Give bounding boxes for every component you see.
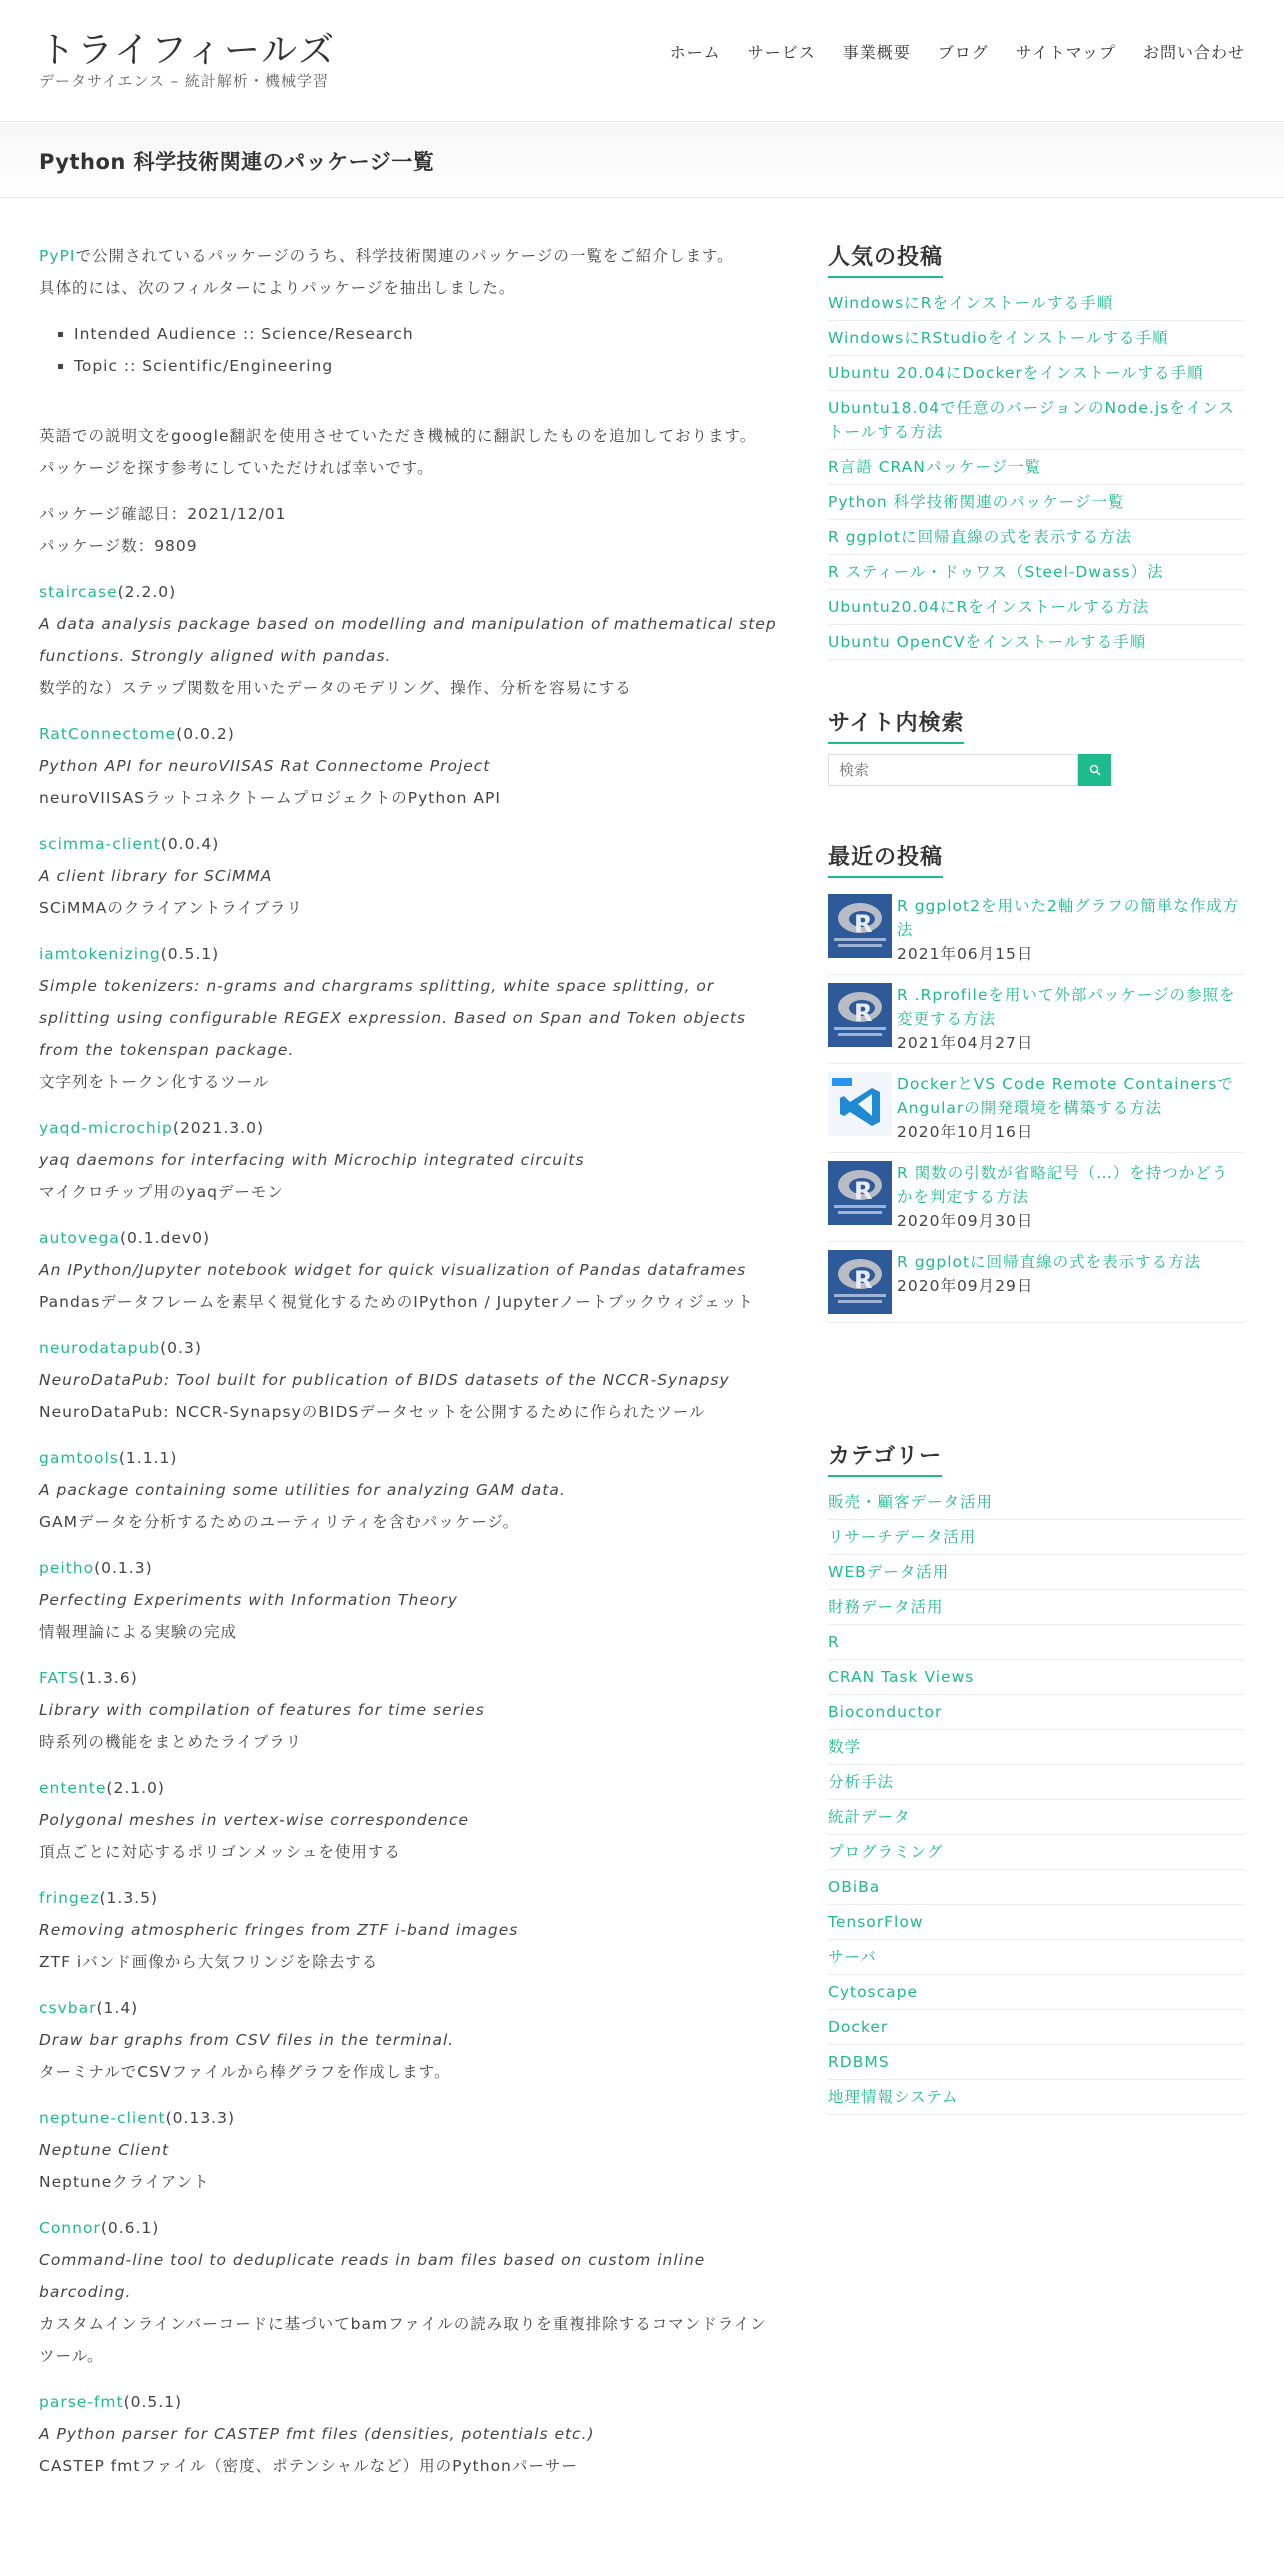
category-link[interactable]: 分析手法 bbox=[828, 1765, 1244, 1800]
package-count: パッケージ数：9809 bbox=[39, 537, 198, 555]
package-header bbox=[39, 576, 779, 608]
page-title-bar bbox=[0, 123, 1284, 198]
site-description: データサイエンス – 統計解析・機械学習 bbox=[39, 72, 329, 90]
recent-post[interactable] bbox=[828, 1064, 1244, 1153]
package-header bbox=[39, 1992, 779, 2024]
filter-list bbox=[74, 318, 779, 382]
package-description-ja: 時系列の機能をまとめたライブラリ bbox=[39, 1733, 303, 1751]
package-name-link[interactable]: parse-fmt bbox=[39, 2393, 124, 2411]
package-description-ja: ターミナルでCSVファイルから棒グラフを作成します。 bbox=[39, 2063, 451, 2081]
popular-post-link[interactable]: Ubuntu OpenCVをインストールする手順 bbox=[828, 625, 1244, 660]
recent-post-title[interactable]: R 関数の引数が省略記号（…）を持つかどうかを判定する方法 bbox=[897, 1164, 1229, 1206]
svg-text:R: R bbox=[854, 910, 873, 938]
category-link[interactable]: WEBデータ活用 bbox=[828, 1555, 1244, 1590]
category-title: カテゴリー bbox=[828, 1439, 942, 1477]
package-entry bbox=[39, 2386, 779, 2482]
package-header bbox=[39, 2212, 779, 2244]
category-link[interactable]: 統計データ bbox=[828, 1800, 1244, 1835]
category-link[interactable]: プログラミング bbox=[828, 1835, 1244, 1870]
package-version: (2021.3.0) bbox=[172, 1119, 265, 1137]
popular-post-link[interactable]: WindowsにRをインストールする手順 bbox=[828, 286, 1244, 321]
package-entry bbox=[39, 828, 779, 924]
package-version: (2.2.0) bbox=[117, 583, 177, 601]
popular-post-link[interactable]: Ubuntu20.04にRをインストールする方法 bbox=[828, 590, 1244, 625]
package-description-ja: GAMデータを分析するためのユーティリティを含むパッケージ。 bbox=[39, 1513, 520, 1531]
category-widget bbox=[828, 1439, 1244, 2115]
docker-vscode-icon bbox=[828, 1072, 892, 1136]
r-logo-icon bbox=[828, 983, 892, 1047]
package-header bbox=[39, 1552, 779, 1584]
package-description-ja: SCiMMAのクライアントライブラリ bbox=[39, 899, 303, 917]
main-nav bbox=[670, 40, 1245, 63]
nav-contact[interactable]: お問い合わせ bbox=[1142, 43, 1245, 62]
package-description-ja: カスタムインラインバーコードに基づいてbamファイルの読み取りを重複排除するコマンドラインツール。 bbox=[39, 2315, 767, 2365]
package-description-ja: マイクロチップ用のyaqデーモン bbox=[39, 1183, 284, 1201]
search-button[interactable] bbox=[1078, 754, 1111, 786]
search-form bbox=[828, 754, 1244, 786]
nav-sitemap[interactable]: サイトマップ bbox=[1015, 43, 1116, 62]
package-header bbox=[39, 2102, 779, 2134]
recent-post-body bbox=[897, 1072, 1244, 1144]
search-icon bbox=[1089, 764, 1101, 776]
recent-post-title[interactable]: R ggplot2を用いた2軸グラフの簡単な作成方法 bbox=[897, 897, 1240, 939]
package-version: (0.0.4) bbox=[160, 835, 220, 853]
package-entry bbox=[39, 1882, 779, 1978]
recent-post-body bbox=[897, 1161, 1244, 1233]
nav-home[interactable]: ホーム bbox=[669, 43, 721, 62]
svg-text:R: R bbox=[854, 999, 873, 1027]
package-version: (1.1.1) bbox=[118, 1449, 178, 1467]
package-name-link[interactable]: neurodatapub bbox=[39, 1339, 161, 1357]
recent-post[interactable] bbox=[828, 975, 1244, 1064]
package-entry bbox=[39, 1332, 779, 1428]
recent-post-date: 2020年10月16日 bbox=[897, 1123, 1034, 1141]
popular-post-link[interactable]: WindowsにRStudioをインストールする手順 bbox=[828, 321, 1244, 356]
package-name-link[interactable]: scimma-client bbox=[39, 835, 161, 853]
package-description: Draw bar graphs from CSV files in the terminal. bbox=[39, 2031, 455, 2049]
category-link[interactable]: CRAN Task Views bbox=[828, 1660, 1244, 1695]
recent-post[interactable] bbox=[828, 1153, 1244, 1242]
package-description: NeuroDataPub: Tool built for publication of BIDS datasets of the NCCR-Synapsy bbox=[39, 1371, 730, 1389]
package-header bbox=[39, 1442, 779, 1474]
recent-post-date: 2021年04月27日 bbox=[897, 1034, 1034, 1052]
recent-post-body bbox=[897, 1250, 1201, 1314]
package-description: A data analysis package based on modelling and manipulation of mathematical step functions. Strongly aligned with pandas. bbox=[39, 615, 777, 665]
category-link[interactable]: 財務データ活用 bbox=[828, 1590, 1244, 1625]
recent-post-date: 2021年06月15日 bbox=[897, 945, 1034, 963]
package-name-link[interactable]: neptune-client bbox=[39, 2109, 166, 2127]
category-link[interactable]: Cytoscape bbox=[828, 1975, 1244, 2010]
package-description: Removing atmospheric fringes from ZTF i-band images bbox=[39, 1921, 519, 1939]
filter-item: ▪ Intended Audience :: Science/Research bbox=[74, 318, 779, 350]
intro-line1: で公開されているパッケージのうち、科学技術関連のパッケージの一覧をご紹介します。 bbox=[75, 247, 734, 265]
note-paragraph bbox=[39, 420, 779, 484]
package-header bbox=[39, 1222, 779, 1254]
r-logo-icon bbox=[828, 894, 892, 958]
category-link[interactable]: TensorFlow bbox=[828, 1905, 1244, 1940]
category-link[interactable]: Bioconductor bbox=[828, 1695, 1244, 1730]
category-link[interactable]: OBiBa bbox=[828, 1870, 1244, 1905]
svg-text:R: R bbox=[854, 1177, 873, 1205]
popular-post-link[interactable]: R スティール・ドゥワス（Steel-Dwass）法 bbox=[828, 555, 1244, 590]
package-description-ja: Neptuneクライアント bbox=[39, 2173, 210, 2191]
recent-post-date: 2020年09月30日 bbox=[897, 1212, 1034, 1230]
package-header bbox=[39, 828, 779, 860]
popular-post-link[interactable]: R言語 CRANパッケージ一覧 bbox=[828, 450, 1244, 485]
package-description: A package containing some utilities for analyzing GAM data. bbox=[39, 1481, 566, 1499]
popular-posts-widget bbox=[828, 240, 1244, 660]
package-version: (0.3) bbox=[160, 1339, 202, 1357]
package-entry bbox=[39, 1222, 779, 1318]
package-description: Neptune Client bbox=[39, 2141, 170, 2159]
package-name-link[interactable]: entente bbox=[39, 1779, 107, 1797]
category-link[interactable]: サーバ bbox=[828, 1940, 1244, 1975]
r-logo-icon bbox=[828, 1250, 892, 1314]
package-name-link[interactable]: RatConnectome bbox=[39, 725, 177, 743]
category-list bbox=[828, 1485, 1244, 2115]
package-entry bbox=[39, 1662, 779, 1758]
package-description: Polygonal meshes in vertex-wise correspondence bbox=[39, 1811, 470, 1829]
popular-posts-title: 人気の投稿 bbox=[828, 240, 943, 278]
package-description: An IPython/Jupyter notebook widget for quick visualization of Pandas dataframes bbox=[39, 1261, 747, 1279]
package-description: Perfecting Experiments with Information Theory bbox=[39, 1591, 458, 1609]
popular-post-link[interactable]: Ubuntu 20.04にDockerをインストールする手順 bbox=[828, 356, 1244, 391]
package-entry bbox=[39, 1992, 779, 2088]
note-line1: 英語での説明文をgoogle翻訳を使用させていただき機械的に翻訳したものを追加しております。 bbox=[39, 427, 757, 445]
page-title: Python 科学技術関連のパッケージ一覧 bbox=[39, 150, 435, 174]
package-entry bbox=[39, 2212, 779, 2372]
package-list bbox=[39, 576, 779, 2482]
sidebar bbox=[828, 240, 1244, 2145]
package-version: (2.1.0) bbox=[106, 1779, 165, 1797]
package-description-ja: 情報理論による実験の完成 bbox=[39, 1623, 238, 1641]
package-version: (0.1.3) bbox=[94, 1559, 153, 1577]
recent-post-date: 2020年09月29日 bbox=[897, 1277, 1034, 1295]
package-description: Command-line tool to deduplicate reads in bam files based on custom inline barcoding. bbox=[39, 2251, 706, 2301]
nav-blog[interactable]: ブログ bbox=[937, 43, 989, 62]
recent-post-body bbox=[897, 983, 1244, 1055]
search-widget bbox=[828, 706, 1244, 786]
package-header bbox=[39, 1882, 779, 1914]
package-version: (1.4) bbox=[96, 1999, 139, 2017]
note-line2: パッケージを探す参考にしていただければ幸いです。 bbox=[39, 459, 434, 477]
package-header bbox=[39, 718, 779, 750]
package-version: (1.3.6) bbox=[79, 1669, 138, 1687]
package-entry bbox=[39, 718, 779, 814]
package-description-ja: Pandasデータフレームを素早く視覚化するためのIPython / Jupyterノートブックウィジェット bbox=[39, 1293, 754, 1311]
package-name-link[interactable]: peitho bbox=[39, 1559, 95, 1577]
package-header bbox=[39, 1772, 779, 1804]
package-description-ja: 頂点ごとに対応するポリゴンメッシュを使用する bbox=[39, 1843, 401, 1861]
package-entry bbox=[39, 576, 779, 704]
recent-post-title[interactable]: R ggplotに回帰直線の式を表示する方法 bbox=[897, 1253, 1202, 1271]
recent-posts-widget bbox=[828, 840, 1244, 1323]
nav-business[interactable]: 事業概要 bbox=[842, 43, 911, 62]
package-description: Library with compilation of features for time series bbox=[39, 1701, 485, 1719]
package-entry bbox=[39, 938, 779, 1098]
site-title[interactable]: トライフィールズ bbox=[39, 30, 337, 71]
popular-posts-list bbox=[828, 286, 1244, 660]
category-link[interactable]: 販売・顧客データ活用 bbox=[828, 1485, 1244, 1520]
package-description-ja: NeuroDataPub: NCCR-SynapsyのBIDSデータセットを公開するために作られたツール bbox=[39, 1403, 706, 1421]
package-name-link[interactable]: Connor bbox=[39, 2219, 101, 2237]
package-description: yaq daemons for interfacing with Microchip integrated circuits bbox=[39, 1151, 585, 1169]
category-link[interactable]: 数学 bbox=[828, 1730, 1244, 1765]
package-entry bbox=[39, 1772, 779, 1868]
package-header bbox=[39, 938, 779, 970]
popular-post-link[interactable]: R ggplotに回帰直線の式を表示する方法 bbox=[828, 520, 1244, 555]
package-version: (0.5.1) bbox=[160, 945, 220, 963]
package-version: (1.3.5) bbox=[99, 1889, 159, 1907]
package-version: (0.6.1) bbox=[100, 2219, 160, 2237]
r-logo-icon bbox=[828, 1161, 892, 1225]
package-name-link[interactable]: csvbar bbox=[39, 1999, 97, 2017]
package-version: (0.13.3) bbox=[165, 2109, 236, 2127]
popular-post-link[interactable]: Ubuntu18.04で任意のバージョンのNode.jsをインストールする方法 bbox=[828, 391, 1244, 450]
package-entry bbox=[39, 1442, 779, 1538]
package-version: (0.1.dev0) bbox=[119, 1229, 211, 1247]
package-name-link[interactable]: gamtools bbox=[39, 1449, 119, 1467]
package-name-link[interactable]: yaqd-microchip bbox=[39, 1119, 173, 1137]
package-version: (0.0.2) bbox=[176, 725, 235, 743]
recent-posts-title: 最近の投稿 bbox=[828, 840, 943, 878]
category-link[interactable]: R bbox=[828, 1625, 1244, 1660]
package-meta bbox=[39, 498, 779, 562]
recent-post-body bbox=[897, 894, 1244, 966]
package-entry bbox=[39, 1112, 779, 1208]
package-description: Simple tokenizers: n-grams and chargrams splitting, white space splitting, or splitting using configurable REGEX expression. Based on Span and Token objects from the tokenspan package. bbox=[39, 977, 746, 1059]
site-header bbox=[0, 0, 1284, 122]
package-name-link[interactable]: FATS bbox=[39, 1669, 80, 1687]
recent-post-title[interactable]: R .Rprofileを用いて外部パッケージの参照を変更する方法 bbox=[897, 986, 1236, 1028]
package-entry bbox=[39, 2102, 779, 2198]
recent-posts-list bbox=[828, 886, 1244, 1323]
recent-post[interactable] bbox=[828, 886, 1244, 975]
package-description-ja: CASTEP fmtファイル（密度、ポテンシャルなど）用のPythonパーサー bbox=[39, 2457, 578, 2475]
intro-paragraph bbox=[39, 240, 779, 304]
package-header bbox=[39, 1332, 779, 1364]
recent-post-title[interactable]: DockerとVS Code Remote ContainersでAngularの開発環境を構築する方法 bbox=[897, 1075, 1234, 1117]
package-name-link[interactable]: autovega bbox=[39, 1229, 120, 1247]
nav-services[interactable]: サービス bbox=[747, 43, 816, 62]
category-link[interactable]: RDBMS bbox=[828, 2045, 1244, 2080]
confirm-date: パッケージ確認日：2021/12/01 bbox=[39, 505, 287, 523]
package-name-link[interactable]: fringez bbox=[39, 1889, 100, 1907]
filter-item: ▪ Topic :: Scientific/Engineering bbox=[74, 350, 779, 382]
intro-line2: 具体的には、次のフィルターによりパッケージを抽出しました。 bbox=[39, 279, 516, 297]
package-version: (0.5.1) bbox=[123, 2393, 183, 2411]
package-description-ja: neuroVIISASラットコネクトームプロジェクトのPython API bbox=[39, 789, 501, 807]
svg-text:R: R bbox=[854, 1266, 873, 1294]
package-name-link[interactable]: iamtokenizing bbox=[39, 945, 161, 963]
category-link[interactable]: リサーチデータ活用 bbox=[828, 1520, 1244, 1555]
package-header bbox=[39, 1662, 779, 1694]
search-title: サイト内検索 bbox=[828, 706, 964, 744]
package-description-ja: 文字列をトークン化するツール bbox=[39, 1073, 270, 1091]
package-description: A Python parser for CASTEP fmt files (densities, potentials etc.) bbox=[39, 2425, 595, 2443]
pypi-link[interactable]: PyPI bbox=[39, 247, 76, 265]
popular-post-link[interactable]: Python 科学技術関連のパッケージ一覧 bbox=[828, 485, 1244, 520]
main-content bbox=[39, 240, 779, 2496]
package-description-ja: 数学的な）ステップ関数を用いたデータのモデリング、操作、分析を容易にする bbox=[39, 679, 632, 697]
package-entry bbox=[39, 1552, 779, 1648]
recent-post[interactable] bbox=[828, 1242, 1244, 1323]
package-description: Python API for neuroVIISAS Rat Connectome Project bbox=[39, 757, 491, 775]
package-description: A client library for SCiMMA bbox=[39, 867, 273, 885]
package-name-link[interactable]: staircase bbox=[39, 583, 118, 601]
category-link[interactable]: 地理情報システム bbox=[828, 2080, 1244, 2115]
search-input[interactable] bbox=[828, 754, 1078, 786]
package-header bbox=[39, 2386, 779, 2418]
package-header bbox=[39, 1112, 779, 1144]
package-description-ja: ZTF iバンド画像から大気フリンジを除去する bbox=[39, 1953, 379, 1971]
category-link[interactable]: Docker bbox=[828, 2010, 1244, 2045]
